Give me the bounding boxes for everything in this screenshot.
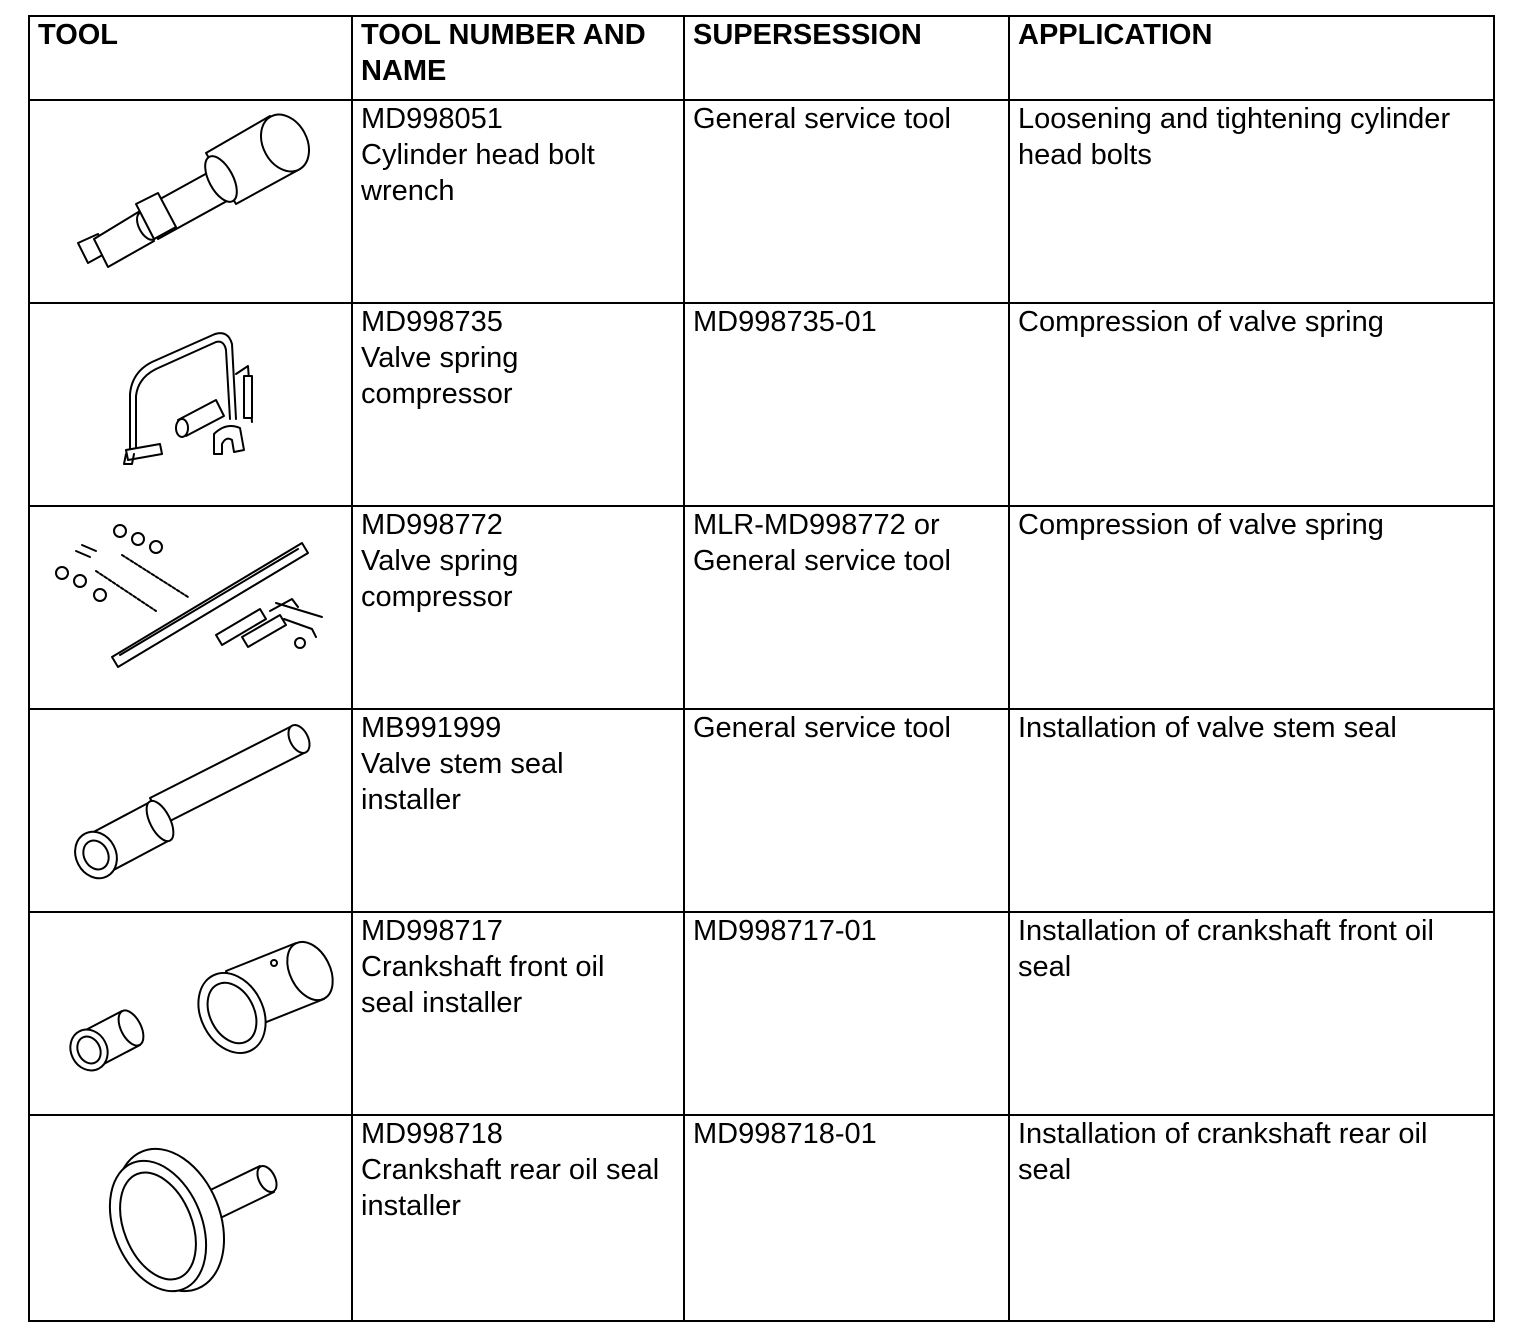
special-tools-table <box>28 15 1495 1322</box>
tool-image-cell <box>29 1115 352 1321</box>
tool-number: MD998735 <box>361 306 503 338</box>
valve-spring-compressor-icon <box>30 304 353 505</box>
application-cell: Installation of crankshaft rear oil seal <box>1009 1115 1494 1321</box>
tool-number-and-name-cell: MD998772 Valve spring compressor <box>352 506 684 709</box>
valve-spring-compressor-kit-icon <box>30 507 353 708</box>
tool-image-cell <box>29 303 352 506</box>
supersession-cell: MD998735-01 <box>684 303 1009 506</box>
header-tool-number-and-name: TOOL NUMBER AND NAME <box>352 16 684 100</box>
tool-image-cell <box>29 506 352 709</box>
crankshaft-front-oil-seal-installer-icon <box>30 913 353 1114</box>
table-row <box>29 912 1494 1115</box>
tool-number-and-name-cell: MD998718 Crankshaft rear oil seal installer <box>352 1115 684 1321</box>
header-tool: TOOL <box>29 16 352 100</box>
header-row <box>29 16 1494 100</box>
application-cell: Installation of crankshaft front oil seal <box>1009 912 1494 1115</box>
supersession-cell: General service tool <box>684 100 1009 303</box>
tool-number: MD998772 <box>361 509 503 541</box>
tool-image-cell <box>29 709 352 912</box>
table-row <box>29 100 1494 303</box>
table-row <box>29 506 1494 709</box>
header-supersession: SUPERSESSION <box>684 16 1009 100</box>
table-row <box>29 709 1494 912</box>
application-cell: Installation of valve stem seal <box>1009 709 1494 912</box>
supersession-cell: MD998717-01 <box>684 912 1009 1115</box>
application-cell: Compression of valve spring <box>1009 303 1494 506</box>
tool-number-and-name-cell: MD998717 Crankshaft front oil seal installer <box>352 912 684 1115</box>
application-cell: Compression of valve spring <box>1009 506 1494 709</box>
header-application: APPLICATION <box>1009 16 1494 100</box>
tool-number-and-name-cell: MD998735 Valve spring compressor <box>352 303 684 506</box>
supersession-cell: MD998718-01 <box>684 1115 1009 1321</box>
valve-stem-seal-installer-icon <box>30 710 353 911</box>
tool-number-and-name-cell: MD998051 Cylinder head bolt wrench <box>352 100 684 303</box>
tool-number: MD998717 <box>361 915 503 947</box>
cylinder-head-bolt-wrench-icon <box>30 101 353 302</box>
crankshaft-rear-oil-seal-installer-icon <box>30 1116 353 1317</box>
table-row <box>29 303 1494 506</box>
tool-number-and-name-cell: MB991999 Valve stem seal installer <box>352 709 684 912</box>
tool-image-cell <box>29 912 352 1115</box>
supersession-cell: MLR-MD998772 or General service tool <box>684 506 1009 709</box>
application-cell: Loosening and tightening cylinder head bolts <box>1009 100 1494 303</box>
tool-image-cell <box>29 100 352 303</box>
table-row <box>29 1115 1494 1321</box>
tool-number: MB991999 <box>361 712 502 744</box>
tool-number: MD998051 <box>361 103 503 135</box>
tool-number: MD998718 <box>361 1118 503 1150</box>
supersession-cell: General service tool <box>684 709 1009 912</box>
